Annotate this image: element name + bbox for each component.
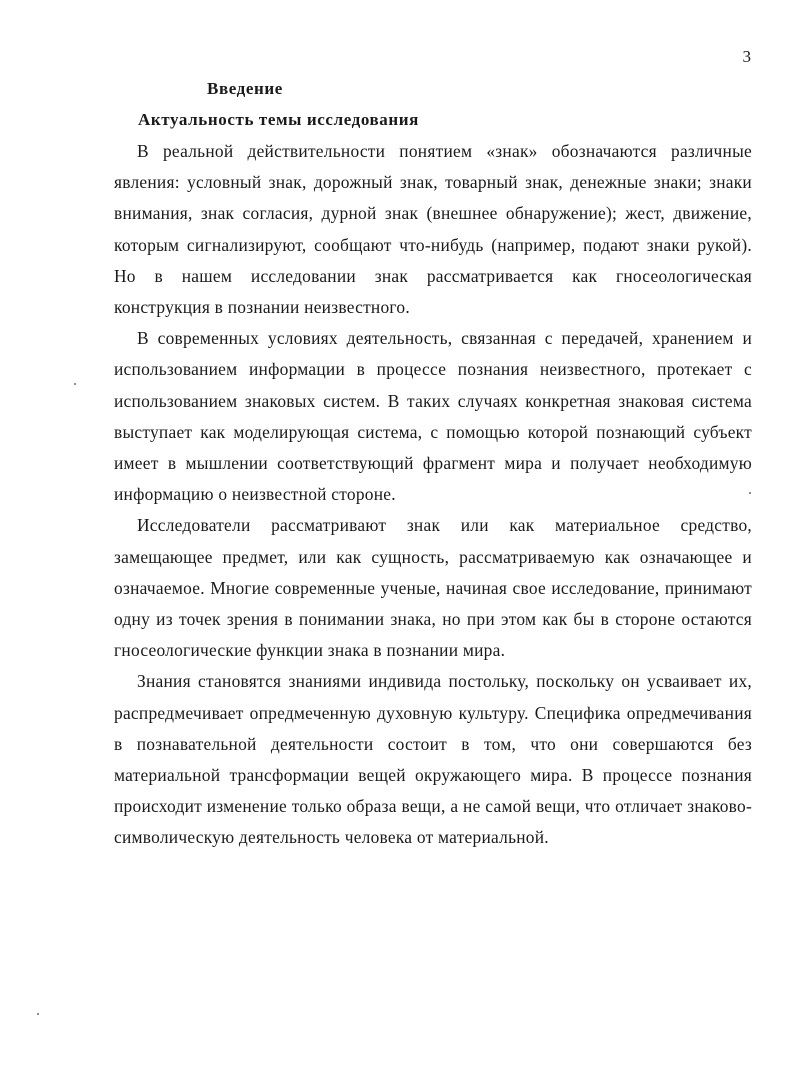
scan-speck xyxy=(74,383,76,385)
page-number: 3 xyxy=(742,47,751,66)
paragraph-2: В современных условиях деятельность, связанная с передачей, хранением и использованием информации в процессе познания неизвестного, протекает с использованием знаковых систем. В таких случаях конкретная знаковая система выступает как моделирующая система, с помощью которой познающий субъект имеет в мышлении соответствующий фрагмент мира и получает необходимую информацию о неизвестной стороне. xyxy=(114,328,752,505)
paragraph-1: В реальной действительности понятием «знак» обозначаются различные явления: условный знак, дорожный знак, товарный знак, денежные знаки; знаки внимания, знак согласия, дурной знак (внешнее обнаружение); жест, движение, которым сигнализируют, сообщают что-нибудь (например, подают знаки рукой). Но в нашем исследовании знак рассматривается как гносеологическая конструкция в познании неизвестного. xyxy=(114,141,752,318)
subsection-heading: Актуальность темы исследования xyxy=(138,110,419,129)
section-heading: Введение xyxy=(207,79,283,98)
body-text xyxy=(114,136,752,854)
paragraph-4: Знания становятся знаниями индивида постольку, поскольку он усваивает их, распредмечивает опредмеченную духовную культуру. Специфика опредмечивания в познавательной деятельности состоит в том, что они совершаются без материальной трансформации вещей окружающего мира. В процессе познания происходит изменение только образа вещи, а не самой вещи, что отличает знаково-символическую деятельность человека от материальной. xyxy=(114,671,752,848)
scan-speck xyxy=(749,492,751,494)
paragraph-3: Исследователи рассматривают знак или как материальное средство, замещающее предмет, или как сущность, рассматриваемую как означающее и означаемое. Многие современные ученые, начиная свое исследование, принимают одну из точек зрения в понимании знака, но при этом как бы в стороне остаются гносеологические функции знака в познании мира. xyxy=(114,515,752,661)
scan-speck xyxy=(37,1013,39,1015)
